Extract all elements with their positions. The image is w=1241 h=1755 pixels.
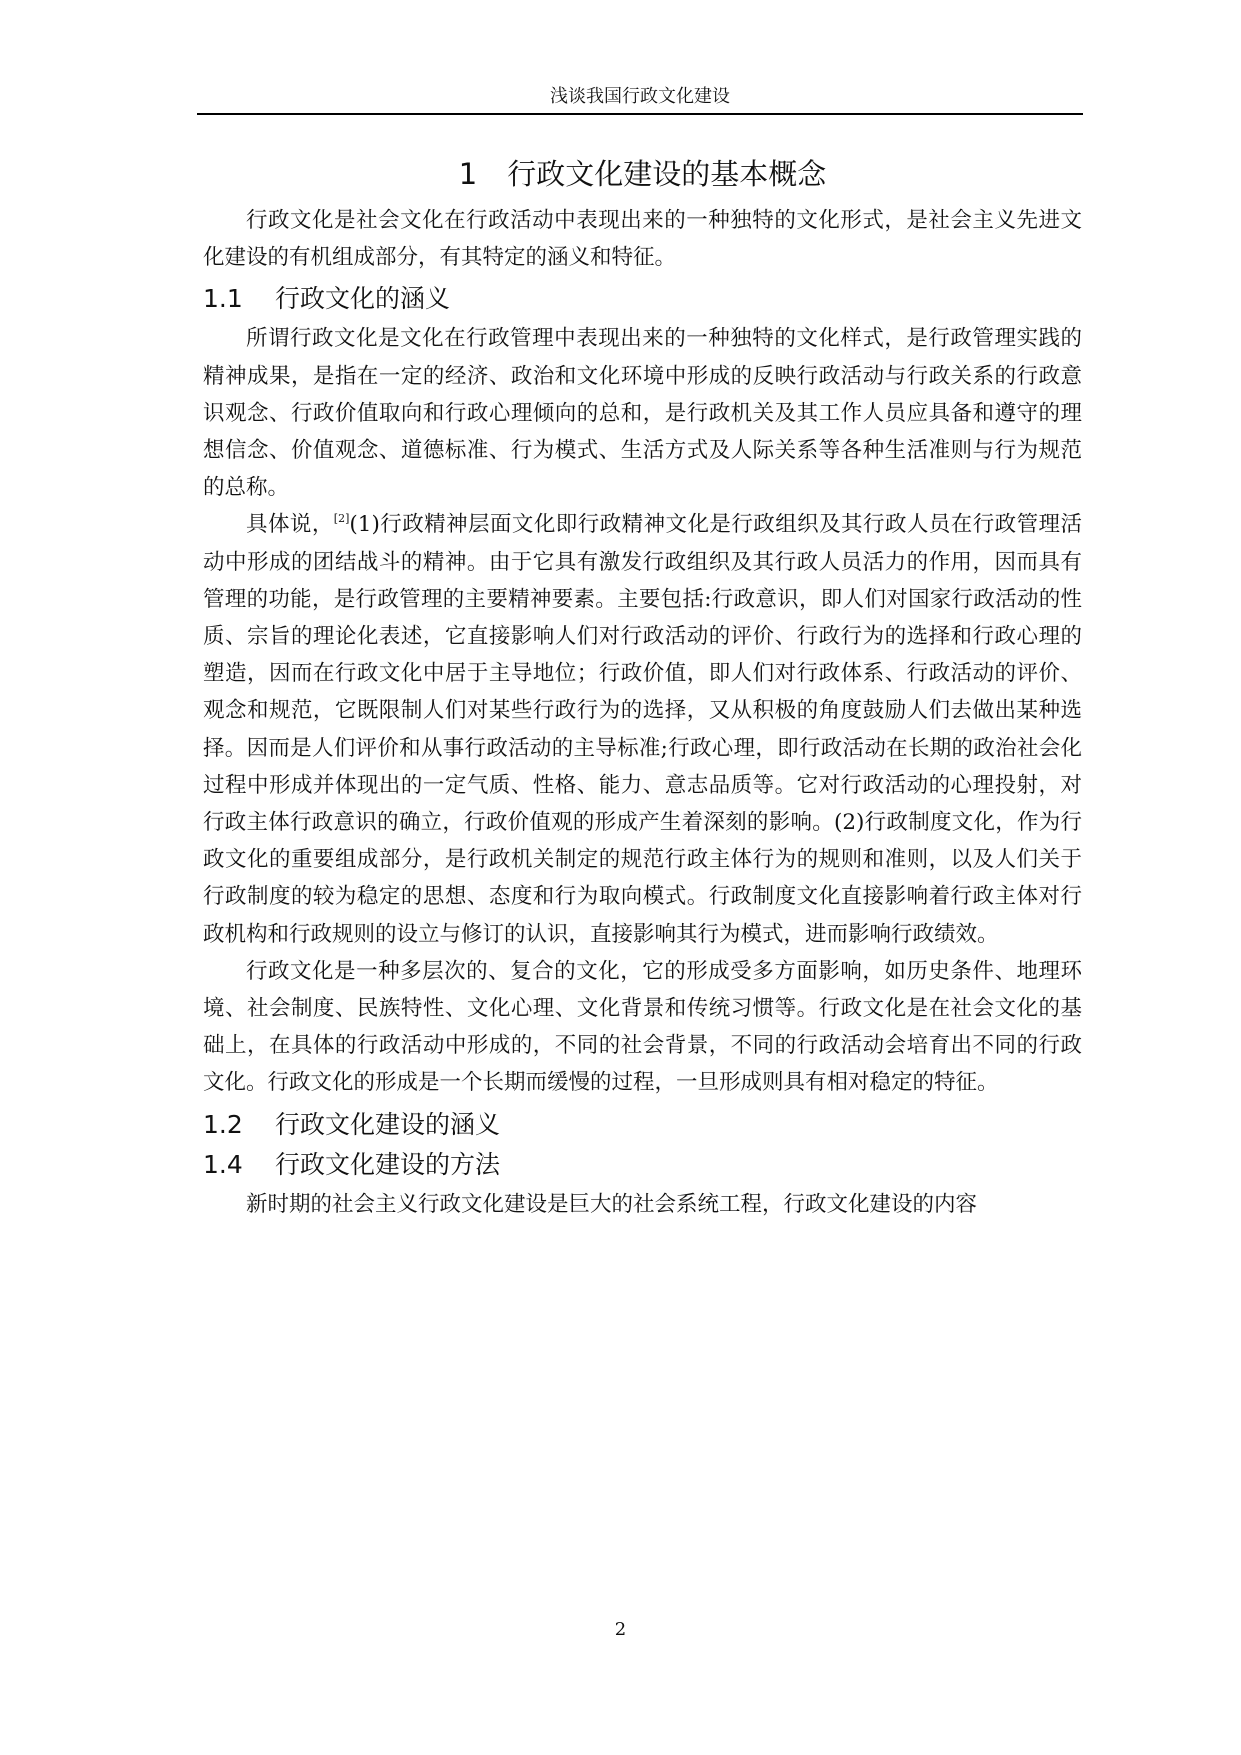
- citation-ref: [2]: [333, 512, 350, 526]
- section-heading-1-4: [203, 1148, 1082, 1182]
- chapter-heading: [203, 152, 1082, 196]
- paragraph-characteristics: 行政文化是一种多层次的、复合的文化，它的形成受多方面影响，如历史条件、地理环境、社会制度、民族特性、文化心理、文化背景和传统习惯等。行政文化是在社会文化的基础上，在具体的行政活动中形成的，不同的社会背景，不同的行政活动会培育出不同的行政文化。行政文化的形成是一个长期而缓慢的过程，一旦形成则具有相对稳定的特征。: [203, 958, 1082, 1096]
- paragraph-lead: 具体说，: [246, 512, 334, 538]
- paragraph-body: (1)行政精神层面文化即行政精神文化是行政组织及其行政人员在行政管理活动中形成的团结战斗的精神。由于它具有激发行政组织及其行政人员活力的作用，因而具有管理的功能，是行政管理的主要精神要素。主要包括:行政意识，即人们对国家行政活动的性质、宗旨的理论化表述，它直接影响人们对行政活动的评价、行政行为的选择和行政心理的塑造，因而在行政文化中居于主导地位；行政价值，即人们对行政体系、行政活动的评价、观念和规范，它既限制人们对某些行政行为的选择，又从积极的角度鼓励人们去做出某种选择。因而是人们评价和从事行政活动的主导标准;行政心理，即行政活动在长期的政治社会化过程中形成并体现出的一定气质、性格、能力、意志品质等。它对行政活动的心理投射，对行政主体行政意识的确立，行政价值观的形成产生着深刻的影响。(2)行政制度文化，作为行政文化的重要组成部分，是行政机关制定的规范行政主体行为的规则和准则，以及人们关于行政制度的较为稳定的思想、态度和行为取向模式。行政制度文化直接影响着行政主体对行政机构和行政规则的设立与修订的认识，直接影响其行为模式，进而影响行政绩效。: [203, 512, 1082, 947]
- paragraph-definition: 所谓行政文化是文化在行政管理中表现出来的一种独特的文化样式，是行政管理实践的精神成果，是指在一定的经济、政治和文化环境中形成的反映行政活动与行政关系的行政意识观念、行政价值取向和行政心理倾向的总和，是行政机关及其工作人员应具备和遵守的理想信念、价值观念、道德标准、行为模式、生活方式及人际关系等各种生活准则与行为规范的总称。: [203, 326, 1082, 501]
- running-header: 浅谈我国行政文化建设: [550, 86, 730, 107]
- chapter-title: 行政文化建设的基本概念: [507, 157, 827, 191]
- section-number: 1.4: [203, 1149, 243, 1179]
- section-number: 1.2: [203, 1109, 243, 1139]
- chapter-number: 1: [458, 157, 478, 191]
- page-number: 2: [614, 1619, 627, 1640]
- section-title: 行政文化的涵义: [275, 284, 451, 314]
- page-body: [203, 152, 1082, 1223]
- chapter-intro-paragraph: 行政文化是社会文化在行政活动中表现出来的一种独特的文化形式，是社会主义先进文化建设的有机组成部分，有其特定的涵义和特征。: [203, 208, 1082, 271]
- section-heading-1-2: [203, 1108, 1082, 1142]
- section-title: 行政文化建设的方法: [275, 1149, 501, 1179]
- section-number: 1.1: [203, 284, 243, 314]
- header-rule: [197, 113, 1083, 115]
- paragraph-methods: 新时期的社会主义行政文化建设是巨大的社会系统工程，行政文化建设的内容: [246, 1191, 978, 1217]
- paragraph-specifics: [203, 506, 1082, 952]
- section-heading-1-1: [203, 282, 1082, 316]
- section-title: 行政文化建设的涵义: [275, 1109, 501, 1139]
